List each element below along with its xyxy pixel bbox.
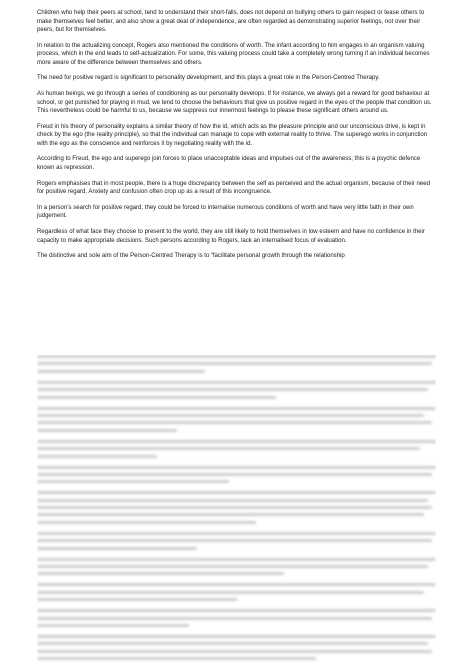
paragraph: The need for positive regard is significant to personality development, and this plays a great role in the Person-Centred Therapy.: [37, 75, 380, 82]
paragraph: Freud in his theory of personality explains a similar theory of how the id, which acts as the pleasure principle and our unconscious drive, is kept in check by the ego (the reality principle), so that the individual can manage to cope with external reality to thrive. The superego works in conjunction with the ego as the conscience and reinforces it by negotiating reality with the id.: [37, 123, 428, 147]
blurred-preview-region: [37, 355, 436, 665]
paragraph: According to Freud, the ego and superego join forces to place unacceptable ideas and impulses out of the awareness; this is a psychic defence known as repression.: [37, 156, 421, 171]
blurred-paragraph: [37, 381, 436, 399]
blurred-paragraph: [37, 583, 436, 601]
blurred-paragraph: [37, 635, 436, 660]
blurred-paragraph: [37, 407, 436, 432]
paragraph: Regardless of what face they choose to present to the world, they are still likely to hold themselves in low esteem and have no confidence in their capacity to make appropriate decisions. Such persons according to Rogers, lack an internalised focus of evaluation.: [37, 229, 425, 244]
paragraph: As human beings, we go through a series of conditioning as our personality develops. If for instance, we always get a reward for good behaviour at school, or get punished for playing in mud, we tend to choose the behaviours that give us positive regard in the eyes of the people that condition us. This nevertheless could be harmful to us, because we suppress our innermost feelings to please these significant others around us.: [37, 91, 432, 115]
blurred-paragraph: [37, 355, 436, 373]
paragraph: In relation to the actualizing concept, Rogers also mentioned the conditions of worth. The infant according to him engages in an organism valuing process, which in the end leads to self-actualization. For some, this valuing process could take a completely wrong turning if an individual becomes more aware of the difference between themselves and others.: [37, 42, 430, 66]
paragraph: In a person’s search for positive regard, they could be forced to internalise numerous conditions of worth and have very little faith in their own judgement.: [37, 204, 414, 220]
blurred-paragraph: [37, 558, 436, 576]
blurred-paragraph: [37, 609, 436, 627]
blurred-paragraph: [37, 532, 436, 550]
paragraph: Rogers emphasises that in most people, there is a huge discrepancy between the self as perceived and the actual organism, because of their need for positive regard. Anxiety and confusion often crop up as a result of this incongruence.: [37, 180, 430, 196]
paragraph: The distinctive and sole aim of the Person-Centred Therapy is to “facilitate personal growth through the relationship: [37, 253, 345, 260]
blurred-paragraph: [37, 440, 436, 458]
blurred-paragraph: [37, 491, 436, 524]
blurred-paragraph: [37, 466, 436, 484]
paragraph: Children who help their peers at school, tend to understand their short-falls, does not depend on bullying others to gain respect or tease others to make themselves feel better, and also show a great deal of independence, are often regarded as demonstrating superior feelings, not over their peers, but for themselves.: [37, 10, 425, 33]
